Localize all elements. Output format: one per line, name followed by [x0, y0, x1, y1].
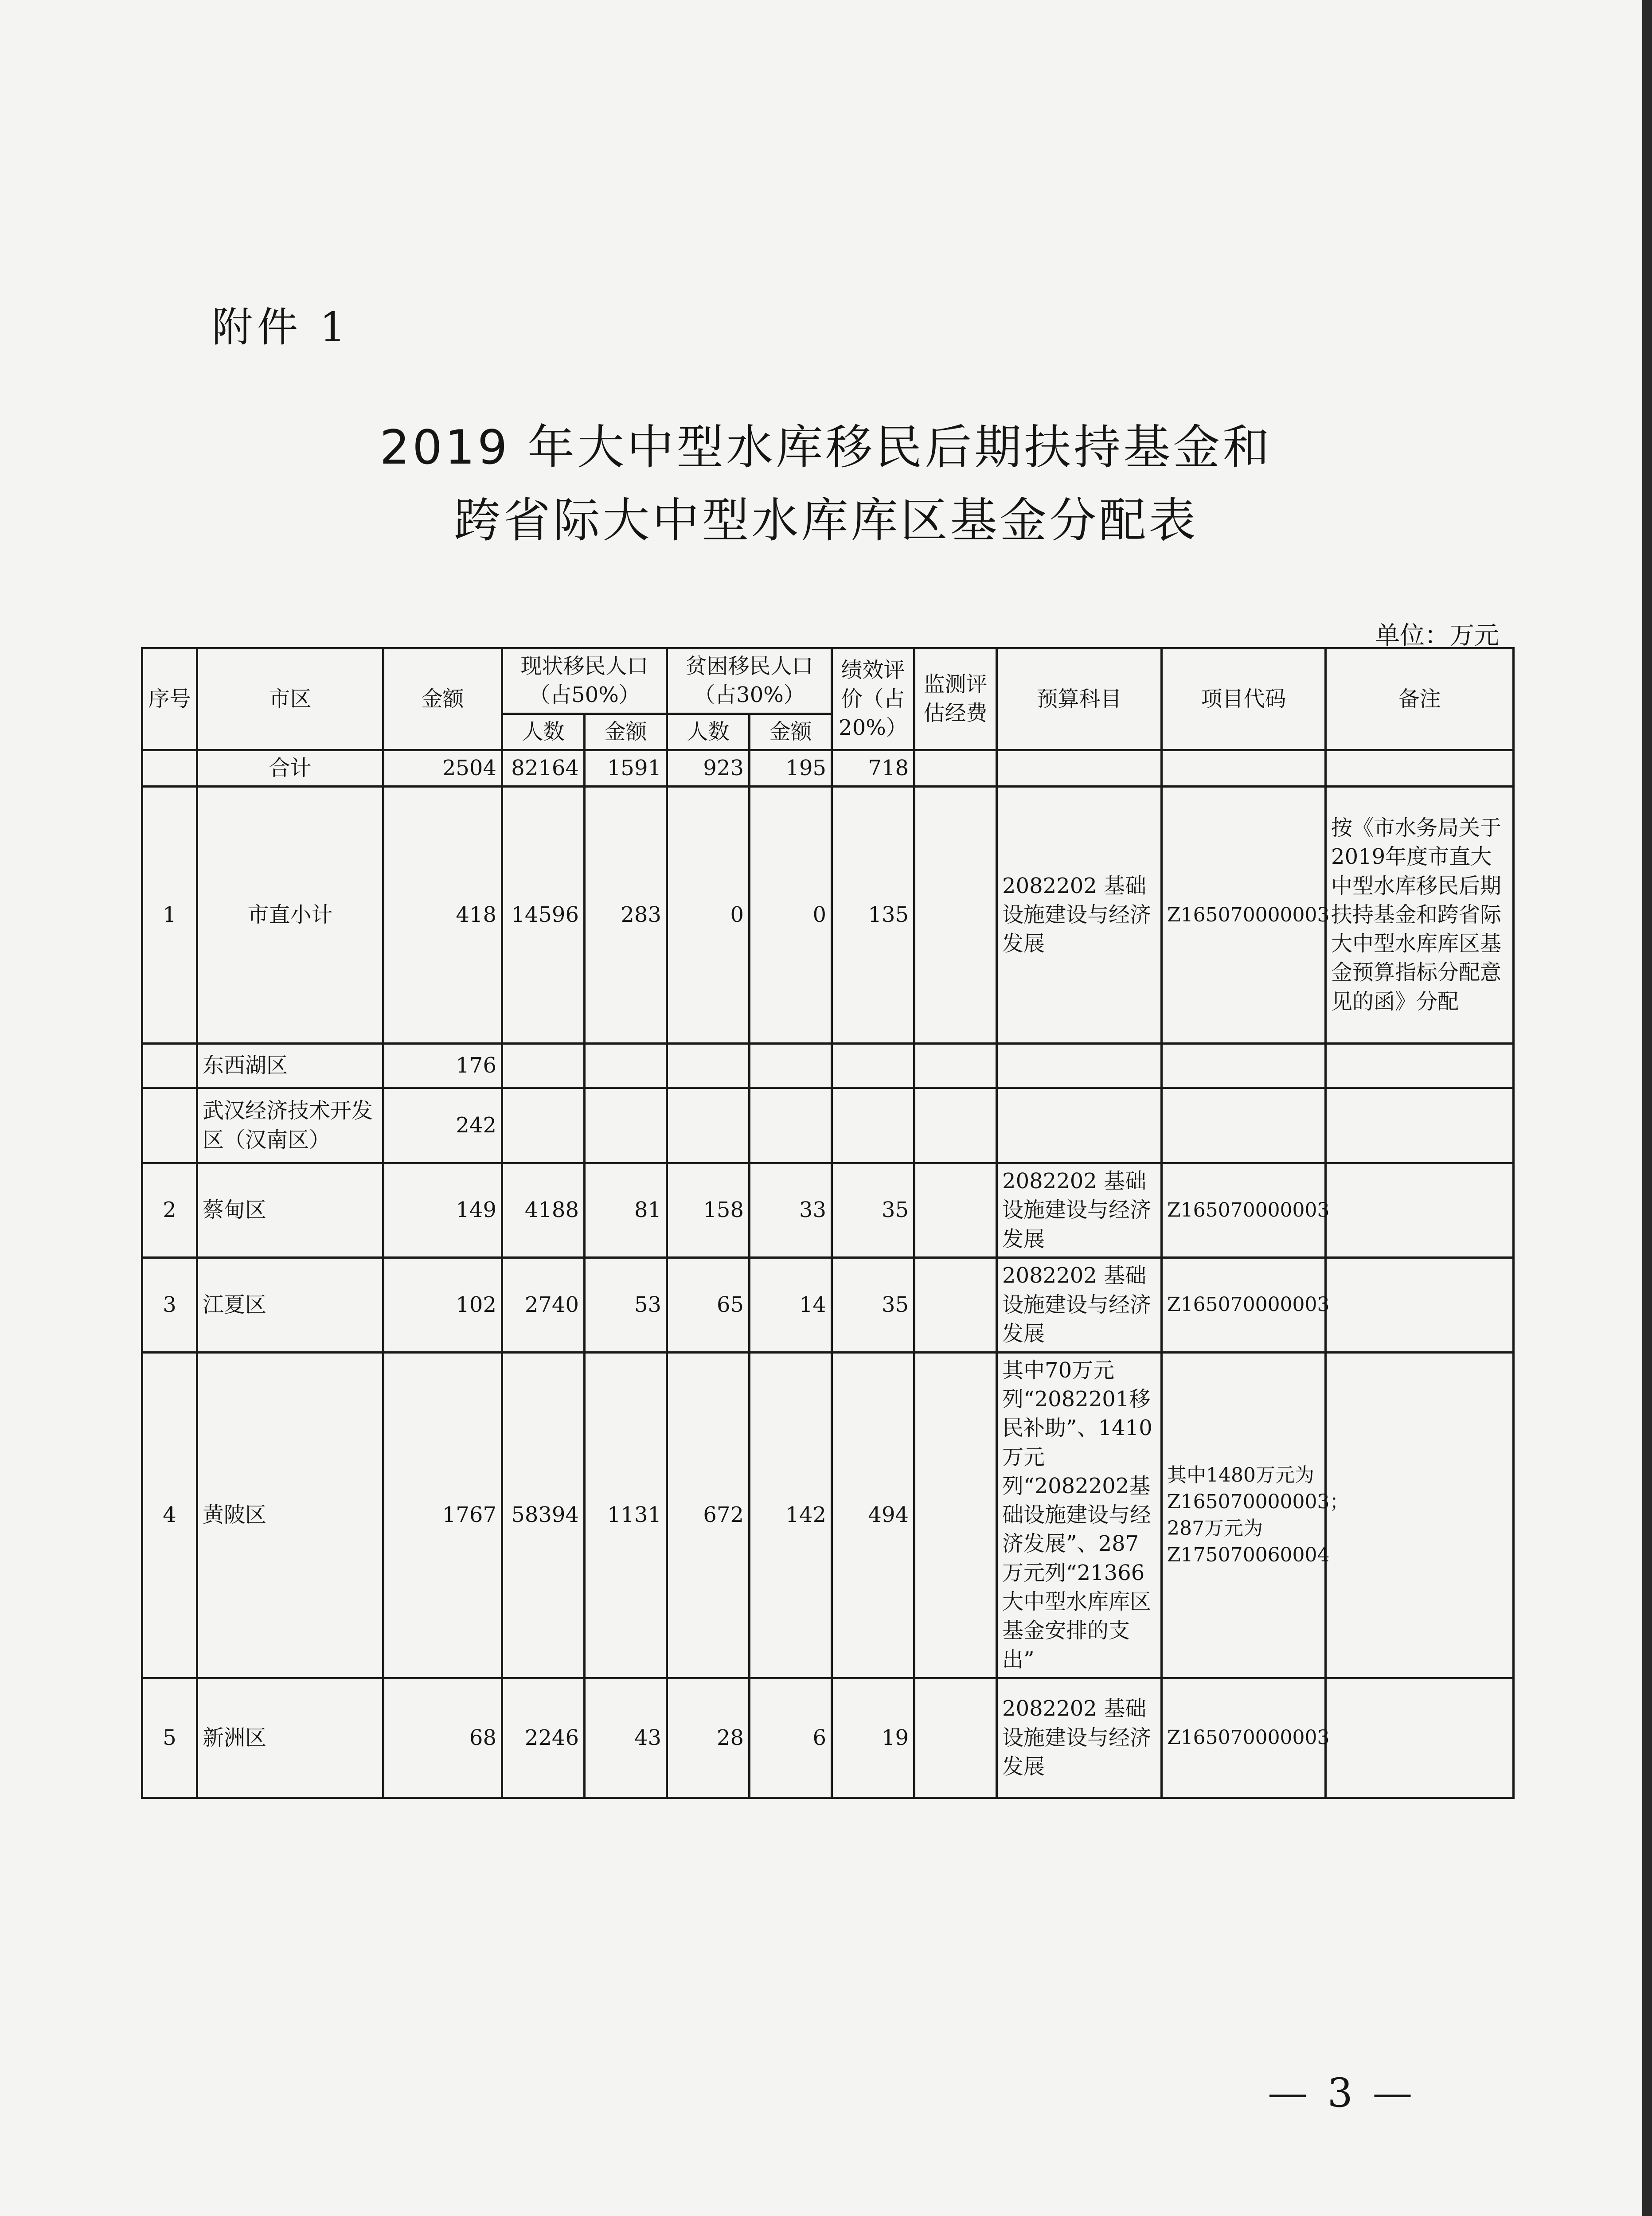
row-poor-persons: 65 [667, 1257, 750, 1352]
table-row [142, 1088, 1514, 1163]
page-number: — 3 — [1268, 2070, 1416, 2116]
row-current-amount: 1131 [585, 1352, 667, 1678]
table-row [142, 1678, 1514, 1798]
cell-empty [585, 1088, 667, 1163]
table-row [142, 1044, 1514, 1088]
row-current-persons: 2740 [502, 1257, 585, 1352]
row-current-persons: 58394 [502, 1352, 585, 1678]
row-note [1326, 1163, 1514, 1258]
header-project-code: 项目代码 [1162, 648, 1326, 750]
row-performance: 35 [832, 1163, 914, 1258]
cell-empty [914, 1044, 997, 1088]
row-budget-subject: 2082202 基础设施建设与经济发展 [997, 1678, 1162, 1798]
row-poor-amount: 142 [750, 1352, 832, 1678]
row-current-amount: 43 [585, 1678, 667, 1798]
cell-empty [997, 1088, 1162, 1163]
row-monitoring [914, 1352, 997, 1678]
cell-empty [832, 1044, 914, 1088]
row-district: 黄陂区 [197, 1352, 383, 1678]
header-poor-money: 金额 [750, 714, 832, 750]
row-project-code: Z165070000003 [1162, 1678, 1326, 1798]
row-budget-subject: 其中70万元列“2082201移民补助”、1410万元列“2082202基础设施建设与经济发展”、287万元列“21366大中型水库库区基金安排的支出” [997, 1352, 1162, 1678]
total-label: 合计 [197, 750, 383, 786]
row-current-persons: 14596 [502, 787, 585, 1044]
attachment-label: 附件 1 [212, 304, 350, 351]
document-title-line-1: 2019 年大中型水库移民后期扶持基金和 [379, 420, 1273, 475]
row-poor-persons: 672 [667, 1352, 750, 1678]
table-row [142, 787, 1514, 1044]
row-monitoring [914, 1678, 997, 1798]
cell-empty [142, 1088, 197, 1163]
total-row [142, 750, 1514, 786]
row-current-persons: 4188 [502, 1163, 585, 1258]
cell-empty [585, 1044, 667, 1088]
table-row [142, 1257, 1514, 1352]
row-district: 市直小计 [197, 787, 383, 1044]
row-budget-subject: 2082202 基础设施建设与经济发展 [997, 787, 1162, 1044]
cell-empty [750, 1044, 832, 1088]
total-poor-amount: 195 [750, 750, 832, 786]
cell-empty [750, 1088, 832, 1163]
cell-empty [502, 1088, 585, 1163]
row-seq: 5 [142, 1678, 197, 1798]
row-amount: 102 [383, 1257, 502, 1352]
cell-empty [1162, 1044, 1326, 1088]
cell-empty [667, 1044, 750, 1088]
cell-empty [142, 1044, 197, 1088]
row-seq: 4 [142, 1352, 197, 1678]
row-current-amount: 81 [585, 1163, 667, 1258]
row-seq: 2 [142, 1163, 197, 1258]
row-district: 蔡甸区 [197, 1163, 383, 1258]
row-district: 东西湖区 [197, 1044, 383, 1088]
row-seq: 1 [142, 787, 197, 1044]
header-seq: 序号 [142, 648, 197, 750]
row-monitoring [914, 787, 997, 1044]
row-amount: 149 [383, 1163, 502, 1258]
row-district: 江夏区 [197, 1257, 383, 1352]
row-project-code: Z165070000003 [1162, 1257, 1326, 1352]
row-current-amount: 283 [585, 787, 667, 1044]
header-current-persons: 人数 [502, 714, 585, 750]
row-monitoring [914, 1163, 997, 1258]
cell-empty [1326, 750, 1514, 786]
row-performance: 35 [832, 1257, 914, 1352]
header-district: 市区 [197, 648, 383, 750]
cell-empty [1326, 1044, 1514, 1088]
cell-empty [1326, 1088, 1514, 1163]
header-poor-population: 贫困移民人口（占30%） [667, 648, 832, 714]
allocation-table [141, 647, 1515, 1799]
row-performance: 19 [832, 1678, 914, 1798]
table-row [142, 1352, 1514, 1678]
cell-empty [502, 1044, 585, 1088]
row-performance: 135 [832, 787, 914, 1044]
header-monitoring: 监测评估经费 [914, 648, 997, 750]
row-budget-subject: 2082202 基础设施建设与经济发展 [997, 1163, 1162, 1258]
row-seq: 3 [142, 1257, 197, 1352]
document-title-line-2: 跨省际大中型水库库区基金分配表 [453, 493, 1199, 548]
row-district: 武汉经济技术开发区（汉南区） [197, 1088, 383, 1163]
cell-empty [914, 1088, 997, 1163]
total-poor-persons: 923 [667, 750, 750, 786]
row-note [1326, 1257, 1514, 1352]
unit-label: 单位：万元 [1375, 621, 1499, 650]
table-row [142, 1163, 1514, 1258]
header-current-money: 金额 [585, 714, 667, 750]
cell-empty [142, 750, 197, 786]
page-edge [1642, 0, 1652, 2216]
row-poor-amount: 14 [750, 1257, 832, 1352]
row-project-code: Z165070000003 [1162, 1163, 1326, 1258]
row-amount: 418 [383, 787, 502, 1044]
row-project-code: Z165070000003 [1162, 787, 1326, 1044]
row-current-persons: 2246 [502, 1678, 585, 1798]
row-poor-persons: 0 [667, 787, 750, 1044]
total-current-amount: 1591 [585, 750, 667, 786]
total-amount: 2504 [383, 750, 502, 786]
row-poor-persons: 158 [667, 1163, 750, 1258]
header-note: 备注 [1326, 648, 1514, 750]
row-amount: 1767 [383, 1352, 502, 1678]
row-district: 新洲区 [197, 1678, 383, 1798]
total-current-persons: 82164 [502, 750, 585, 786]
total-performance: 718 [832, 750, 914, 786]
cell-empty [997, 750, 1162, 786]
row-performance: 494 [832, 1352, 914, 1678]
header-current-population: 现状移民人口（占50%） [502, 648, 667, 714]
header-poor-persons: 人数 [667, 714, 750, 750]
row-poor-amount: 0 [750, 787, 832, 1044]
header-budget-subject: 预算科目 [997, 648, 1162, 750]
cell-empty [914, 750, 997, 786]
row-project-code: 其中1480万元为Z165070000003；287万元为Z175070060004 [1162, 1352, 1326, 1678]
row-monitoring [914, 1257, 997, 1352]
row-current-amount: 53 [585, 1257, 667, 1352]
cell-empty [667, 1088, 750, 1163]
header-performance: 绩效评价（占20%） [832, 648, 914, 750]
header-row [142, 648, 1514, 714]
cell-empty [1162, 1088, 1326, 1163]
row-amount: 68 [383, 1678, 502, 1798]
cell-empty [832, 1088, 914, 1163]
row-amount: 176 [383, 1044, 502, 1088]
row-poor-amount: 33 [750, 1163, 832, 1258]
row-amount: 242 [383, 1088, 502, 1163]
row-poor-amount: 6 [750, 1678, 832, 1798]
row-note [1326, 1678, 1514, 1798]
cell-empty [997, 1044, 1162, 1088]
row-note [1326, 1352, 1514, 1678]
header-amount: 金额 [383, 648, 502, 750]
row-poor-persons: 28 [667, 1678, 750, 1798]
cell-empty [1162, 750, 1326, 786]
row-note: 按《市水务局关于2019年度市直大中型水库移民后期扶持基金和跨省际大中型水库库区基金预算指标分配意见的函》分配 [1326, 787, 1514, 1044]
row-budget-subject: 2082202 基础设施建设与经济发展 [997, 1257, 1162, 1352]
